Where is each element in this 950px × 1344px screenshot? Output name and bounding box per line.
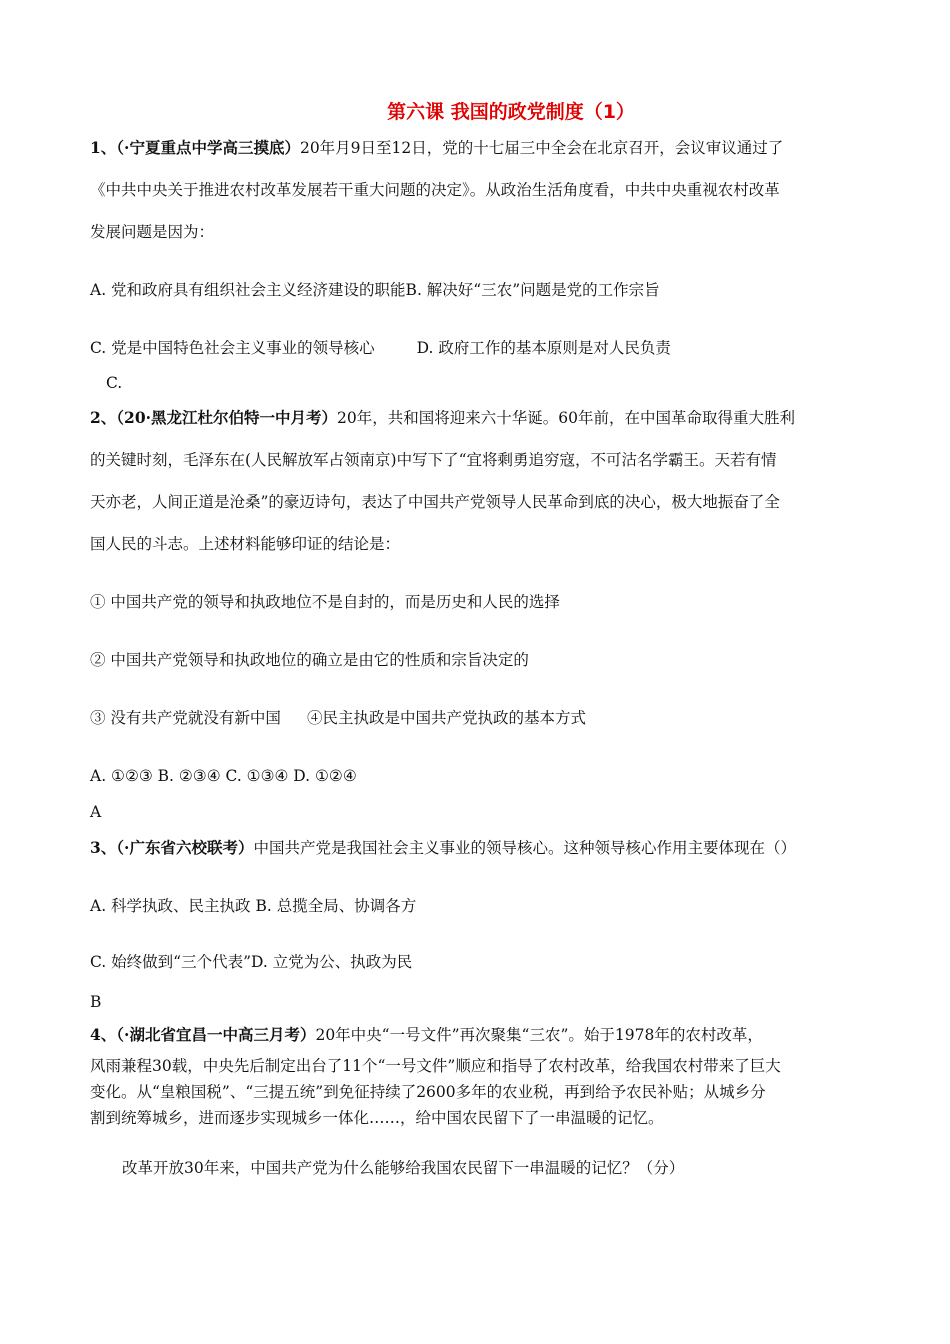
q1-stem-2: 《中共中央关于推进农村改革发展若干重大问题的决定》。从政治生活角度看，中共中央重视农村改革	[90, 181, 780, 199]
page-title: 第六课 我国的政党制度（1）	[387, 101, 635, 123]
q2-stem-2: 的关键时刻，毛泽东在(人民解放军占领南京)中写下了“宜将剩勇追穷寇，不可沽名学霸王。天若有情	[90, 451, 777, 469]
q2-line1	[90, 408, 795, 428]
q4-line1	[90, 1025, 763, 1045]
q4-stem-2: 风雨兼程30载，中央先后制定出台了11个“一号文件”顺应和指导了农村改革，给我国农村带来了巨大	[90, 1057, 781, 1075]
q2-statement-34	[90, 708, 586, 728]
q3-source: （·广东省六校联考）	[116, 838, 254, 857]
q1-source: （·宁夏重点中学高三摸底）	[116, 138, 300, 157]
q2-stem-3: 天亦老，人间正道是沧桑”的豪迈诗句，表达了中国共产党领导人民革命到底的决心，极大地振奋了全	[90, 493, 780, 511]
q2-statement-1: ① 中国共产党的领导和执政地位不是自封的，而是历史和人民的选择	[90, 593, 560, 611]
q1-number: 1、	[90, 138, 117, 157]
q2-statement-4: ④民主执政是中国共产党执政的基本方式	[306, 709, 586, 727]
q2-stem-4: 国人民的斗志。上述材料能够印证的结论是：	[90, 535, 401, 553]
q4-stem-1: 20年中央“一号文件”再次聚集“三农”。始于1978年的农村改革，	[315, 1026, 763, 1044]
q2-source: （20·黑龙江杜尔伯特一中月考）	[116, 408, 338, 427]
q4-question: 改革开放30年来，中国共产党为什么能够给我国农民留下一串温暖的记忆？（分）	[122, 1159, 685, 1177]
q4-source: （·湖北省宜昌一中高三月考）	[116, 1025, 316, 1044]
q2-stem-1: 20年，共和国将迎来六十华诞。60年前，在中国革命取得重大胜利	[337, 409, 795, 427]
q4-number: 4、	[90, 1025, 117, 1044]
q3-option-ab: A. 科学执政、民主执政 B. 总揽全局、协调各方	[90, 897, 417, 915]
q2-options: A. ①②③ B. ②③④ C. ①③④ D. ①②④	[90, 767, 357, 785]
q4-stem-3: 变化。从“皇粮国税”、“三提五统”到免征持续了2600多年的农业税，再到给予农民补贴；从城乡分	[90, 1083, 766, 1101]
q1-answer: C.	[106, 374, 123, 392]
q3-answer: B	[90, 993, 102, 1011]
q1-line1	[90, 138, 783, 158]
q2-statement-2: ② 中国共产党领导和执政地位的确立是由它的性质和宗旨决定的	[90, 651, 529, 669]
q3-line1	[90, 838, 796, 858]
q3-option-cd: C. 始终做到“三个代表”D. 立党为公、执政为民	[90, 953, 413, 971]
q1-stem-3: 发展问题是因为：	[90, 223, 215, 241]
q1-option-d: D. 政府工作的基本原则是对人民负责	[416, 339, 671, 357]
q3-number: 3、	[90, 838, 117, 857]
q2-answer: A	[90, 803, 102, 821]
q2-number: 2、	[90, 408, 117, 427]
q3-stem: 中国共产党是我国社会主义事业的领导核心。这种领导核心作用主要体现在（）	[253, 839, 796, 857]
q1-option-ab: A. 党和政府具有组织社会主义经济建设的职能B. 解决好“三农”问题是党的工作宗旨	[90, 281, 660, 299]
q1-option-cd	[90, 338, 671, 358]
q1-option-c: C. 党是中国特色社会主义事业的领导核心	[90, 339, 375, 357]
q2-statement-3: ③ 没有共产党就没有新中国	[90, 709, 281, 727]
q1-stem-1: 20年月9日至12日，党的十七届三中全会在北京召开，会议审议通过了	[299, 139, 784, 157]
q4-stem-4: 割到统筹城乡，进而逐步实现城乡一体化……，给中国农民留下了一串温暖的记忆。	[90, 1109, 664, 1127]
